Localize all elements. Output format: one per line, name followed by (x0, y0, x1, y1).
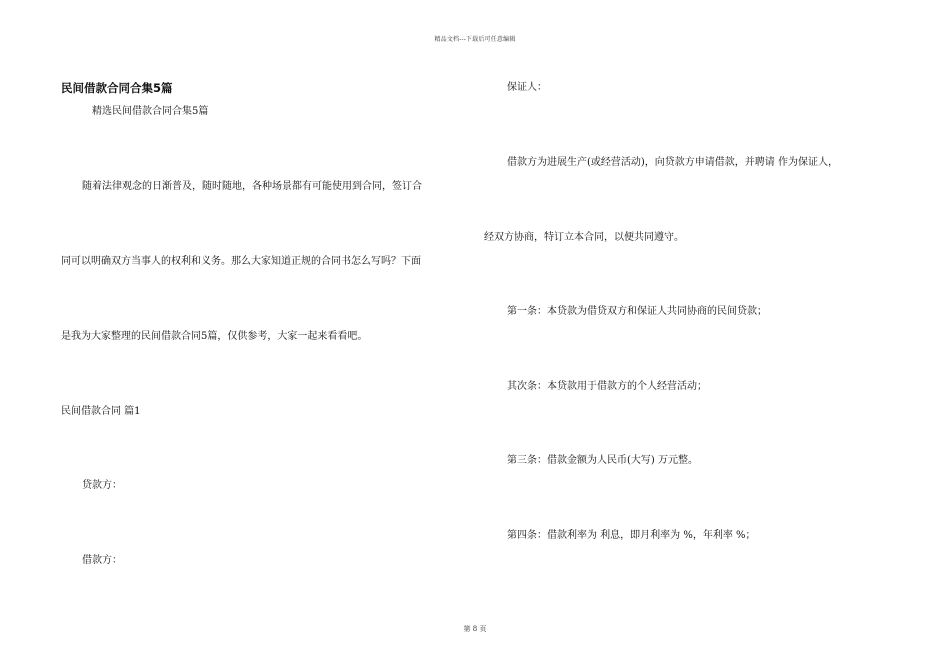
article-3: 第三条：借款金额为人民币(大写) 万元整。 (507, 455, 698, 466)
page-number: 第 8 页 (463, 625, 487, 633)
document-subtitle: 精选民间借款合同合集5篇 (92, 106, 209, 117)
guarantor-label: 保证人： (507, 82, 547, 93)
article-4: 第四条：借款利率为 利息，即月利率为 %，年利率 %； (507, 530, 756, 541)
article-2: 其次条：本贷款用于借款方的个人经营活动； (507, 381, 707, 392)
preamble-line-2: 经双方协商，特订立本合同，以便共同遵守。 (484, 232, 684, 243)
article-1: 第一条：本贷款为借贷双方和保证人共同协商的民间贷款； (507, 306, 767, 317)
intro-paragraph-line-2: 同可以明确双方当事人的权利和义务。那么大家知道正规的合同书怎么写吗？下面 (61, 256, 421, 267)
page-header: 精品文档---下载后可任意编辑 (434, 36, 516, 43)
lender-label: 贷款方： (82, 480, 122, 491)
section-heading: 民间借款合同 篇1 (61, 406, 141, 417)
preamble-line-1: 借款方为进展生产(或经营活动)，向贷款方申请借款，并聘请 作为保证人， (507, 157, 838, 168)
document-title: 民间借款合同合集5篇 (61, 81, 173, 95)
intro-paragraph-line-3: 是我为大家整理的民间借款合同5篇，仅供参考，大家一起来看看吧。 (61, 331, 368, 342)
intro-paragraph-line-1: 随着法律观念的日渐普及，随时随地，各种场景都有可能使用到合同，签订合 (82, 181, 422, 192)
borrower-label: 借款方： (82, 555, 122, 566)
